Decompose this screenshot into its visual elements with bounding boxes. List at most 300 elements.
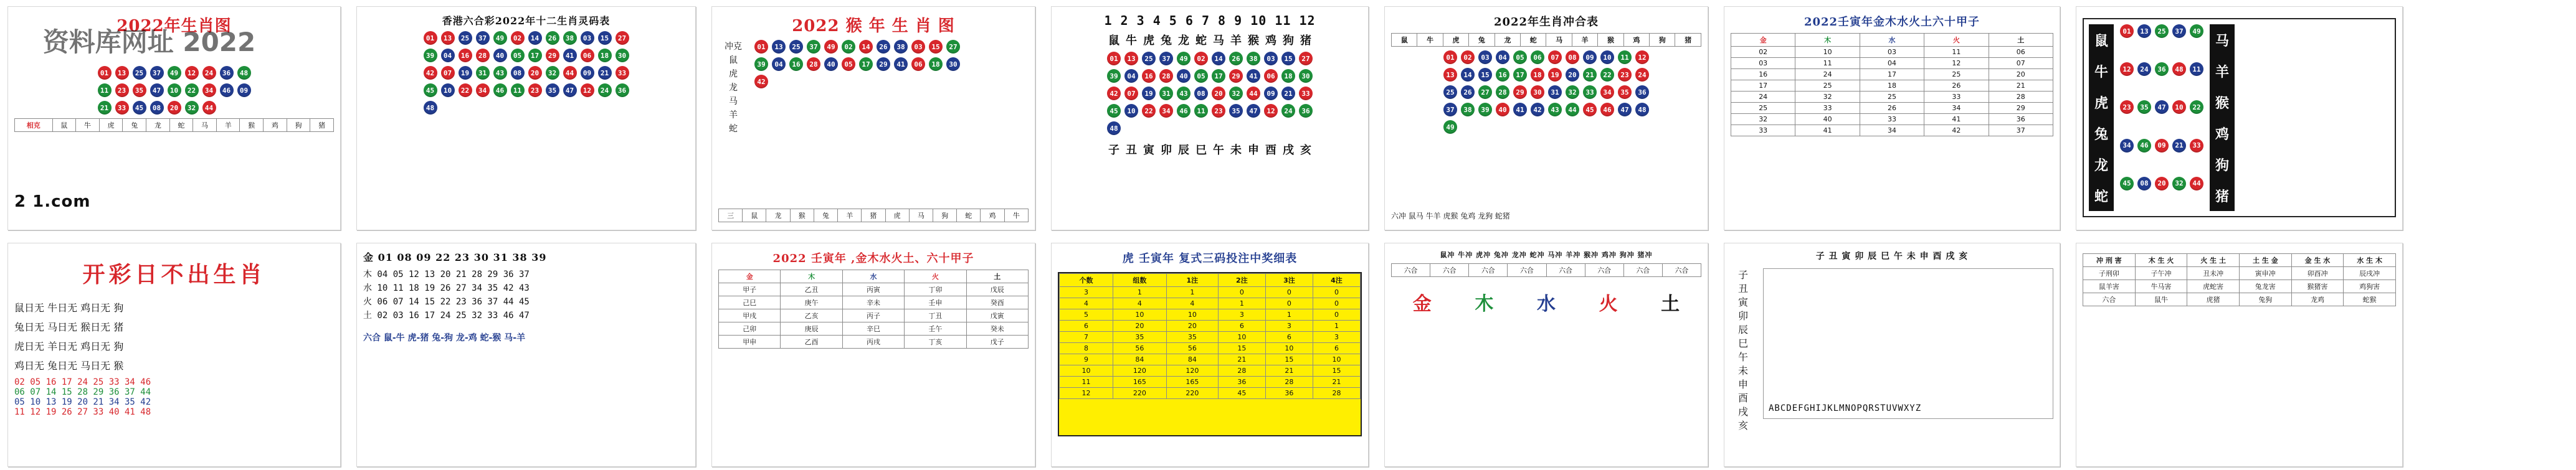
table-cell: 28 xyxy=(1313,388,1360,399)
table-cell: 120 xyxy=(1166,365,1218,377)
header-cell: 土 xyxy=(1989,34,2053,47)
number-ball: 27 xyxy=(946,40,960,54)
number-ball: 27 xyxy=(1299,52,1313,65)
grid-cell: 六合 xyxy=(1469,264,1508,277)
dark-zodiac-card xyxy=(2076,6,2403,230)
number-ball: 11 xyxy=(1194,104,1208,118)
table-cell: 11 xyxy=(1060,377,1113,388)
number-ball: 08 xyxy=(511,66,525,80)
element-line: 土 02 03 16 17 24 25 32 33 46 47 xyxy=(363,311,530,321)
footer-cell: 兔 xyxy=(814,209,837,222)
earthly-branches-row xyxy=(1058,141,1362,157)
number-ball: 29 xyxy=(1513,85,1527,99)
number-ball: 47 xyxy=(2155,100,2169,114)
right-zodiac-column xyxy=(2210,24,2235,211)
zodiac-cell: 鸡 xyxy=(2215,126,2229,143)
number-ball: 12 xyxy=(1635,50,1649,64)
dark-panel xyxy=(2083,18,2396,217)
table-cell: 冲 刑 害 xyxy=(2083,254,2136,267)
branch-cell: 子 xyxy=(1737,269,1748,281)
table-cell: 33 xyxy=(1860,114,1924,125)
earthly-glyph: 子 xyxy=(1108,144,1119,157)
footer-cell: 狗 xyxy=(287,119,310,132)
left-column xyxy=(1731,268,1756,433)
branch-cell: 辰 xyxy=(1737,324,1748,336)
number-ball: 03 xyxy=(1264,52,1278,65)
grid-cell: 六合 xyxy=(1585,264,1623,277)
table-cell: 15 xyxy=(1218,343,1265,354)
number-ball: 49 xyxy=(493,31,507,45)
header-cell: 个数 xyxy=(1060,274,1113,287)
table-row xyxy=(719,296,1029,309)
table-cell: 壬午 xyxy=(905,322,966,336)
number-ball: 09 xyxy=(581,66,594,80)
left-label: 蛇 xyxy=(729,124,738,134)
number-ball: 37 xyxy=(1159,52,1173,65)
table-cell: 37 xyxy=(1989,125,2053,136)
branch-cell: 巳 xyxy=(1737,337,1748,349)
footer-cell: 猪 xyxy=(310,119,334,132)
table-cell: 26 xyxy=(1924,80,1989,92)
footer-text: 六冲 鼠马 牛羊 虎猴 兔鸡 龙狗 蛇猪 xyxy=(1391,212,1510,220)
header-cell: 水 xyxy=(1860,34,1924,47)
footer-cell: 羊 xyxy=(216,119,240,132)
table-cell: 0 xyxy=(1218,287,1265,298)
table-cell: 17 xyxy=(1860,69,1924,80)
number-ball: 38 xyxy=(1461,103,1475,116)
table-cell: 0 xyxy=(1265,298,1313,309)
zodiac-glyph: 龙 xyxy=(1178,34,1189,47)
earthly-glyph: 酉 xyxy=(1265,144,1276,157)
zodiac-cell: 猪 xyxy=(2215,188,2229,205)
watermark-suffix: 2022 xyxy=(183,27,256,57)
table-cell: 18 xyxy=(1860,80,1924,92)
footer-cell: 鼠 xyxy=(52,119,76,132)
number-ball: 17 xyxy=(859,57,873,71)
number-ball: 17 xyxy=(1513,68,1527,82)
number-ball: 41 xyxy=(1513,103,1527,116)
number-ball: 14 xyxy=(1212,52,1225,65)
number-ball: 48 xyxy=(1635,103,1649,116)
table-cell: 金 生 水 xyxy=(2291,254,2344,267)
branch-cell: 未 xyxy=(1737,365,1748,377)
header-cell: 羊 xyxy=(1572,34,1597,47)
number-ball: 28 xyxy=(1159,69,1173,83)
number-ball: 22 xyxy=(459,83,472,97)
table-cell: 10 xyxy=(1113,309,1166,321)
table-cell: 丙戌 xyxy=(842,336,904,349)
table-cell: 辰戌冲 xyxy=(2344,267,2396,280)
number-ball: 25 xyxy=(133,66,146,80)
earthly-glyph: 寅 xyxy=(1143,144,1154,157)
content-area xyxy=(1763,268,2053,419)
number-ball: 17 xyxy=(1212,69,1225,83)
table-cell: 03 xyxy=(1860,47,1924,58)
numbered-zodiac-card xyxy=(1051,6,1369,230)
table-cell: 25 xyxy=(1795,80,1860,92)
card-title: 2022 壬寅年 ,金木水火土、六十甲子 xyxy=(772,252,974,265)
zodiac-glyph: 猪 xyxy=(1300,34,1311,47)
zodiac-cell: 龙 xyxy=(2094,157,2108,174)
number-ball: 24 xyxy=(598,83,612,97)
table-cell: 12 xyxy=(1060,388,1113,399)
number-ball: 15 xyxy=(1478,68,1492,82)
number-ball: 41 xyxy=(1247,69,1260,83)
left-label: 冲克 xyxy=(725,42,742,52)
number-ball: 08 xyxy=(1566,50,1579,64)
number-ball: 24 xyxy=(2137,62,2151,76)
card-title: 子 丑 寅 卯 辰 巳 午 未 申 酉 戌 亥 xyxy=(1815,251,1969,261)
number-ball: 18 xyxy=(598,49,612,62)
number-ball: 16 xyxy=(1496,68,1509,82)
footer-cell: 龙 xyxy=(766,209,790,222)
table-row xyxy=(719,322,1029,336)
table-cell: 56 xyxy=(1166,343,1218,354)
zodiac-glyph: 猴 xyxy=(1248,34,1259,47)
number-ball: 30 xyxy=(946,57,960,71)
table-cell: 21 xyxy=(1313,377,1360,388)
card-title: 虎 壬寅年 复式三码投注中奖细表 xyxy=(1122,252,1298,265)
number-ball: 29 xyxy=(1229,69,1243,83)
number-ball: 38 xyxy=(563,31,577,45)
table-cell: 10 xyxy=(1166,309,1218,321)
table-cell: 17 xyxy=(1731,80,1795,92)
number-ball: 32 xyxy=(185,101,199,115)
number-ball: 43 xyxy=(493,66,507,80)
number-balls-grid xyxy=(14,66,334,115)
number-ball: 11 xyxy=(1618,50,1632,64)
monkey-year-card xyxy=(711,6,1035,230)
earthly-glyph: 巳 xyxy=(1195,144,1207,157)
header-cell: 猴 xyxy=(1598,34,1623,47)
card-title: 香港六合彩2022年十二生肖灵码表 xyxy=(442,15,611,27)
table-cell: 41 xyxy=(1795,125,1860,136)
element-glyph: 水 xyxy=(1536,293,1556,315)
number-ball: 18 xyxy=(929,57,943,71)
number-ball: 40 xyxy=(1496,103,1509,116)
number-ball: 05 xyxy=(1194,69,1208,83)
clash-harmony-card xyxy=(1384,6,1708,230)
table-cell: 甲申 xyxy=(719,336,781,349)
earthly-branches-card xyxy=(1724,243,2060,467)
number-ball: 37 xyxy=(1443,103,1457,116)
number-ball: 21 xyxy=(598,66,612,80)
footer-cell: 龙 xyxy=(146,119,170,132)
table-row xyxy=(1060,377,1361,388)
table-cell: 6 xyxy=(1060,321,1113,332)
table-cell: 6 xyxy=(1313,343,1360,354)
zodiac-cell: 牛 xyxy=(2094,63,2108,80)
header-cell: 1注 xyxy=(1166,274,1218,287)
table-cell: 11 xyxy=(1924,47,1989,58)
number-ball: 01 xyxy=(2120,24,2134,38)
number-ball: 26 xyxy=(877,40,890,54)
table-cell: 220 xyxy=(1113,388,1166,399)
header-cell: 火 xyxy=(1924,34,1989,47)
earthly-glyph: 戌 xyxy=(1283,144,1294,157)
grid-cell: 六合 xyxy=(1430,264,1469,277)
table-cell: 虎蛇害 xyxy=(2187,280,2240,293)
number-ball: 20 xyxy=(1212,87,1225,100)
number-ball: 28 xyxy=(1496,85,1509,99)
number-ball: 46 xyxy=(1177,104,1191,118)
elements-row xyxy=(1391,288,1701,316)
number-ball: 10 xyxy=(1124,104,1138,118)
table-cell: 0 xyxy=(1313,298,1360,309)
table-cell: 寅申冲 xyxy=(2239,267,2291,280)
number-ball: 04 xyxy=(441,49,455,62)
footer-cell: 牛 xyxy=(76,119,100,132)
table-cell: 水 生 木 xyxy=(2344,254,2396,267)
table-row xyxy=(1060,354,1361,365)
footer-area xyxy=(718,205,1029,222)
number-ball: 24 xyxy=(1281,104,1295,118)
left-label: 马 xyxy=(729,96,738,106)
zodiac-cell: 鼠 xyxy=(2094,32,2108,49)
number-ball: 26 xyxy=(1461,85,1475,99)
number-ball: 40 xyxy=(493,49,507,62)
number-ball: 27 xyxy=(615,31,629,45)
branch-cell: 午 xyxy=(1737,351,1748,363)
number-ball: 45 xyxy=(1583,103,1597,116)
card-title: 1 2 3 4 5 6 7 8 9 10 11 12 xyxy=(1104,13,1316,28)
zodiac-code-table-card xyxy=(356,6,696,230)
watermark-main: 资料库网址 xyxy=(42,27,174,57)
table-cell: 戊辰 xyxy=(966,283,1028,296)
number-ball: 04 xyxy=(1496,50,1509,64)
table-cell: 子刑卯 xyxy=(2083,267,2136,280)
zodiac-row xyxy=(1058,32,1362,48)
box-label: 2 1.com xyxy=(14,192,91,211)
footer-cell: 猪 xyxy=(862,209,885,222)
number-ball: 22 xyxy=(2190,100,2203,114)
number-ball: 30 xyxy=(1299,69,1313,83)
elements-table xyxy=(1731,33,2053,136)
card-title: 开彩日不出生肖 xyxy=(82,261,266,288)
zodiac-cell: 马 xyxy=(2215,32,2229,49)
number-balls-grid xyxy=(754,40,960,88)
table-cell: 12 xyxy=(1924,58,1989,69)
zodiac-glyph: 狗 xyxy=(1283,34,1294,47)
footer-cell: 相克 xyxy=(15,119,53,132)
number-ball: 49 xyxy=(1443,120,1457,134)
table-row xyxy=(1731,80,2053,92)
table-cell: 0 xyxy=(1313,287,1360,298)
number-ball: 48 xyxy=(424,101,437,115)
clash-table xyxy=(2083,253,2396,306)
number-ball: 31 xyxy=(1159,87,1173,100)
number-ball: 06 xyxy=(581,49,594,62)
table-cell: 34 xyxy=(1860,125,1924,136)
table-cell: 3 xyxy=(1060,287,1113,298)
number-ball: 21 xyxy=(1583,68,1597,82)
number-ball: 14 xyxy=(859,40,873,54)
table-cell: 36 xyxy=(1989,114,2053,125)
number-ball: 24 xyxy=(202,66,216,80)
number-ball: 26 xyxy=(1229,52,1243,65)
table-cell: 10 xyxy=(1795,47,1860,58)
number-ball: 09 xyxy=(237,83,251,97)
row-text: 鼠日无 牛日无 鸡日无 狗 xyxy=(14,302,124,314)
number-ball: 12 xyxy=(1264,104,1278,118)
table-row xyxy=(1060,343,1361,354)
branch-cell: 酉 xyxy=(1737,392,1748,404)
number-ball: 35 xyxy=(546,83,559,97)
table-cell: 1 xyxy=(1265,309,1313,321)
table-row xyxy=(1060,309,1361,321)
earthly-glyph: 申 xyxy=(1248,144,1259,157)
earthly-glyph: 未 xyxy=(1230,144,1242,157)
earthly-glyph: 亥 xyxy=(1300,144,1311,157)
number-ball: 34 xyxy=(1600,85,1614,99)
branch-cell: 丑 xyxy=(1737,283,1748,294)
header-cell: 4注 xyxy=(1313,274,1360,287)
table-cell: 木 生 火 xyxy=(2135,254,2187,267)
number-ball: 11 xyxy=(511,83,525,97)
number-ball: 47 xyxy=(1618,103,1632,116)
earthly-glyph: 卯 xyxy=(1161,144,1172,157)
zodiac-glyph: 兔 xyxy=(1161,34,1172,47)
table-cell: 鼠羊害 xyxy=(2083,280,2136,293)
number-ball: 18 xyxy=(1281,69,1295,83)
number-ball: 07 xyxy=(1124,87,1138,100)
elements-numbers-card xyxy=(356,243,696,467)
header-cell: 马 xyxy=(1546,34,1572,47)
number-ball: 01 xyxy=(1443,50,1457,64)
number-ball: 13 xyxy=(1443,68,1457,82)
footer-cell: 虎 xyxy=(885,209,909,222)
element-glyph: 火 xyxy=(1599,293,1618,315)
table-cell: 16 xyxy=(1731,69,1795,80)
five-elements-card xyxy=(1724,6,2060,230)
footer-cell: 猴 xyxy=(240,119,264,132)
table-row xyxy=(1060,365,1361,377)
left-label: 鼠 xyxy=(729,55,738,65)
row-text: 兔日无 马日无 猴日无 猪 xyxy=(14,321,124,333)
numbers-line: 02 05 16 17 24 25 33 34 46 xyxy=(14,377,151,387)
numbers-line: 05 10 13 19 20 21 34 35 42 xyxy=(14,397,151,407)
table-cell: 28 xyxy=(1265,377,1313,388)
number-ball: 11 xyxy=(98,83,112,97)
table-row xyxy=(1731,58,2053,69)
number-ball: 04 xyxy=(772,57,786,71)
rows-block xyxy=(14,300,334,417)
number-ball: 23 xyxy=(115,83,129,97)
number-ball: 47 xyxy=(150,83,164,97)
number-ball: 01 xyxy=(424,31,437,45)
grid-cell: 六合 xyxy=(1662,264,1701,277)
table-cell: 3 xyxy=(1313,332,1360,343)
table-cell: 0 xyxy=(1265,287,1313,298)
element-line: 火 06 07 14 15 22 23 36 37 44 45 xyxy=(363,297,530,307)
left-labels xyxy=(718,40,748,136)
table-cell: 土 生 金 xyxy=(2239,254,2291,267)
number-ball: 39 xyxy=(754,57,768,71)
footer-cell: 狗 xyxy=(933,209,956,222)
number-ball: 19 xyxy=(1548,68,1562,82)
number-ball: 29 xyxy=(877,57,890,71)
number-ball: 48 xyxy=(2172,62,2186,76)
table-cell: 7 xyxy=(1060,332,1113,343)
table-cell: 35 xyxy=(1113,332,1166,343)
footer-cell: 马 xyxy=(193,119,217,132)
number-ball: 34 xyxy=(2120,139,2134,153)
number-ball: 13 xyxy=(2137,24,2151,38)
number-ball: 44 xyxy=(1247,87,1260,100)
table-row xyxy=(1060,388,1361,399)
number-ball: 15 xyxy=(929,40,943,54)
table-cell: 丑未冲 xyxy=(2187,267,2240,280)
number-ball: 34 xyxy=(476,83,490,97)
table-row xyxy=(2083,280,2396,293)
earthly-glyph: 午 xyxy=(1213,144,1224,157)
number-ball: 23 xyxy=(1618,68,1632,82)
table-cell: 乙丑 xyxy=(781,283,842,296)
branch-cell: 戌 xyxy=(1737,406,1748,418)
number-ball: 25 xyxy=(1443,85,1457,99)
table-cell: 3 xyxy=(1265,321,1313,332)
number-ball: 05 xyxy=(511,49,525,62)
elements-lines xyxy=(363,268,689,322)
number-ball: 18 xyxy=(1531,68,1544,82)
number-ball: 27 xyxy=(1478,85,1492,99)
grid-cell: 六合 xyxy=(1508,264,1546,277)
sixty-jiazi-card xyxy=(711,243,1035,467)
number-ball: 46 xyxy=(1600,103,1614,116)
monkey-layout xyxy=(718,40,1029,136)
table-cell: 5 xyxy=(1060,309,1113,321)
footer-cell: 虎 xyxy=(99,119,123,132)
number-ball: 10 xyxy=(2172,100,2186,114)
element-line: 木 04 05 12 13 20 21 28 29 36 37 xyxy=(363,270,530,280)
number-ball: 35 xyxy=(1229,104,1243,118)
yellow-table-sheet xyxy=(1058,272,1362,436)
table-cell: 4 xyxy=(1060,298,1113,309)
number-ball: 46 xyxy=(2137,139,2151,153)
number-ball: 45 xyxy=(424,83,437,97)
bottom-line: 六合 鼠-牛 虎-猪 兔-狗 龙-鸡 蛇-猴 马-羊 xyxy=(363,333,526,343)
header-cell: 金 xyxy=(719,270,781,283)
number-ball: 01 xyxy=(754,40,768,54)
branch-cell: 亥 xyxy=(1737,420,1748,431)
number-ball: 16 xyxy=(1142,69,1156,83)
table-cell: 火 生 土 xyxy=(2187,254,2240,267)
table-row xyxy=(1060,332,1361,343)
number-ball: 20 xyxy=(168,101,181,115)
number-ball: 08 xyxy=(1194,87,1208,100)
zodiac-glyph: 鸡 xyxy=(1265,34,1276,47)
number-balls-grid xyxy=(1391,50,1701,134)
branch-cell: 卯 xyxy=(1737,310,1748,322)
table-cell: 6 xyxy=(1218,321,1265,332)
number-ball: 30 xyxy=(615,49,629,62)
zodiac-glyph: 虎 xyxy=(1143,34,1154,47)
number-ball: 38 xyxy=(894,40,908,54)
footer-cell: 鼠 xyxy=(743,209,766,222)
number-ball: 39 xyxy=(1107,69,1121,83)
number-ball: 26 xyxy=(546,31,559,45)
table-cell: 02 xyxy=(1731,47,1795,58)
number-ball: 01 xyxy=(1107,52,1121,65)
number-ball: 02 xyxy=(842,40,855,54)
number-ball: 01 xyxy=(98,66,112,80)
zodiac-cell: 猴 xyxy=(2215,95,2229,111)
number-ball: 14 xyxy=(528,31,542,45)
zodiac-cell: 兔 xyxy=(2094,126,2108,143)
header-cell: 金 xyxy=(1731,34,1795,47)
card-title: 2022 猴 年 生 肖 图 xyxy=(792,17,955,35)
numbers-line: 11 12 19 26 27 33 40 41 48 xyxy=(14,407,151,417)
